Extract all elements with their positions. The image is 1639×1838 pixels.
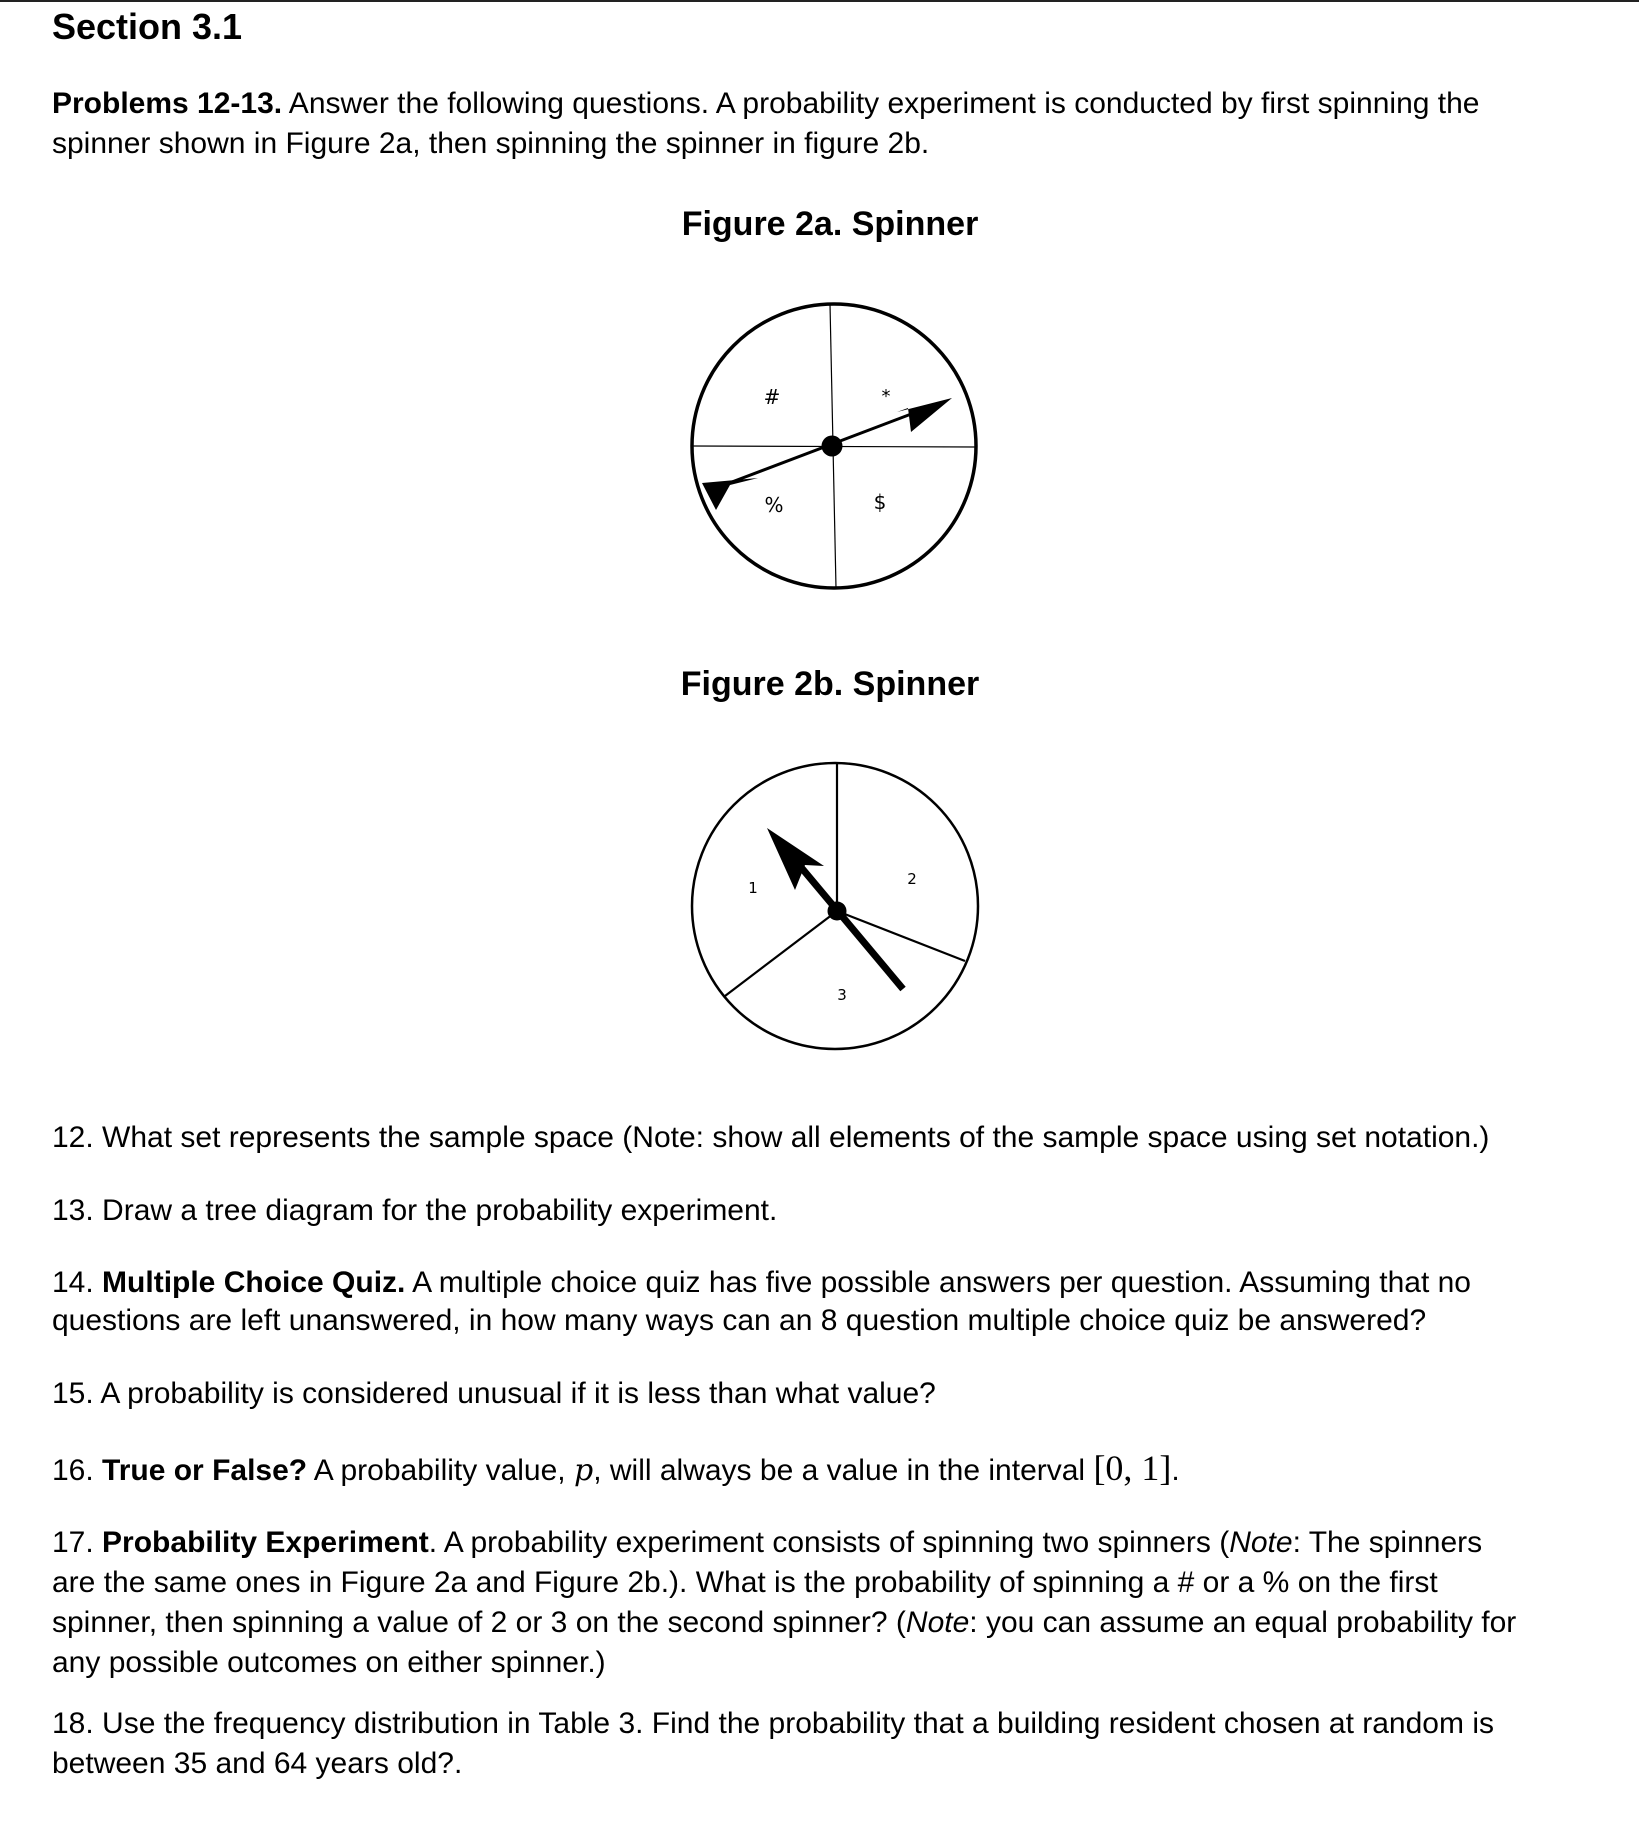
question-14-line-2: questions are left unanswered, in how many ways can an 8 question multiple choice quiz be answered? [52,1304,1427,1337]
spinner-2b-label-2: 2 [907,870,917,888]
spinner-2a-label-dollar: $ [873,490,887,514]
spinner-2a-label-hash: # [763,385,781,409]
question-17-line-1 [52,1523,1482,1563]
question-17-line-3 [52,1603,1516,1643]
question-16-variable: p [573,1453,594,1488]
question-17-text-b: : The spinners [1292,1526,1483,1559]
question-17-text-a: . A probability experiment consists of spinning two spinners ( [428,1526,1230,1559]
question-17-text-c: spinner, then spinning a value of 2 or 3 on the second spinner? ( [52,1606,906,1639]
spinner-2a-label-star: * [881,386,891,407]
question-17-line-4: any possible outcomes on either spinner.) [52,1646,606,1679]
question-16-text-b: , will always be a value in the interval [593,1454,1094,1487]
intro-lead: Problems 12-13. [52,87,283,120]
question-16-number: 16. [52,1454,103,1487]
question-18-line-2: between 35 and 64 years old?. [52,1747,463,1780]
question-14-text: A multiple choice quiz has five possible answers per question. Assuming that no [405,1266,1471,1299]
question-14-line-1 [52,1263,1471,1303]
question-17-note-1: Note [1229,1526,1293,1559]
question-16-interval: [0, 1] [1093,1448,1172,1488]
question-17-line-2: are the same ones in Figure 2a and Figure 2b.). What is the probability of spinning a # or a % on the first [52,1566,1438,1599]
figure-2b-caption: Figure 2b. Spinner [680,665,980,703]
question-13: 13. Draw a tree diagram for the probability experiment. [52,1194,778,1227]
question-17-lead: Probability Experiment [102,1526,429,1559]
intro-line-1-text: Answer the following questions. A probability experiment is conducted by first spinning the [282,87,1480,120]
question-17-number: 17. [52,1526,103,1559]
question-18-line-1: 18. Use the frequency distribution in Table 3. Find the probability that a building resident chosen at random is [52,1707,1494,1740]
question-16-end: . [1171,1454,1180,1487]
question-16-text-a: A probability value, [307,1454,574,1487]
question-12: 12. What set represents the sample space (Note: show all elements of the sample space using set notation.) [52,1121,1490,1154]
section-title: Section 3.1 [52,6,243,47]
question-15: 15. A probability is considered unusual if it is less than what value? [52,1377,936,1410]
question-14-number: 14. [52,1266,103,1299]
question-17-note-2: Note [905,1606,970,1639]
question-16-lead: True or False? [102,1454,308,1487]
spinner-2b-label-1: 1 [748,879,758,897]
question-16 [52,1448,1180,1491]
question-17-text-d: : you can assume an equal probability for [969,1606,1517,1639]
spinner-2a-label-percent: % [764,493,784,517]
question-14-lead: Multiple Choice Quiz. [102,1266,406,1299]
spinner-2b-label-3: 3 [837,986,847,1004]
intro-line-2: spinner shown in Figure 2a, then spinning the spinner in figure 2b. [52,127,930,160]
figure-2a-caption: Figure 2a. Spinner [681,205,979,243]
